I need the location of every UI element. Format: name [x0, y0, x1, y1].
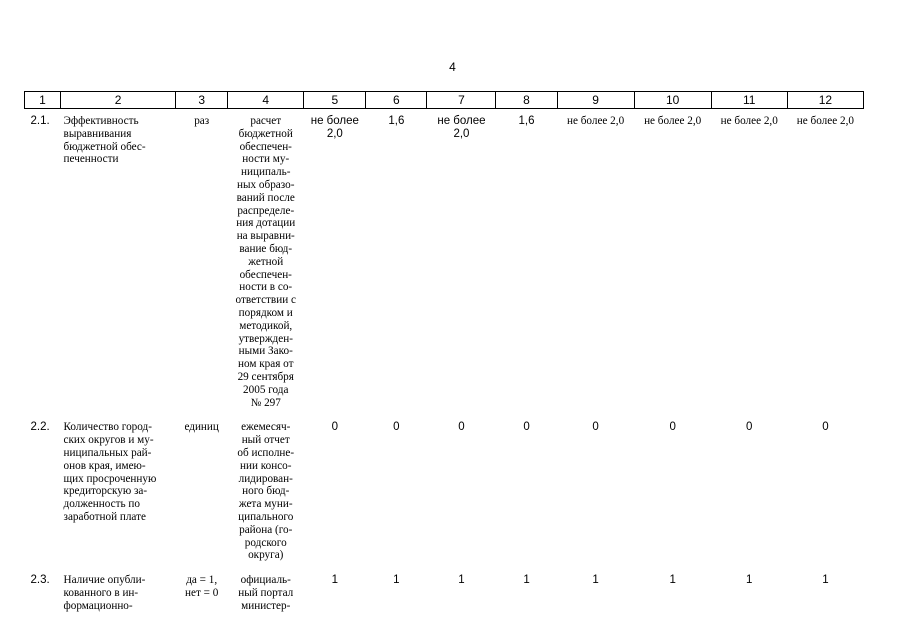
unit-of-measure: единиц — [184, 421, 219, 434]
value-col-5: 1 — [331, 574, 339, 587]
indicator-name: Количество город- ских округов и му- ниципальных рай- онов края, имею- щих просроченную кредиторскую за- долженность по заработной плате — [63, 421, 157, 523]
unit-of-measure: раз — [194, 115, 210, 127]
header-cell: 5 — [304, 92, 366, 109]
value-col-9: не более 2,0 — [566, 115, 625, 127]
value-col-8: 1,6 — [518, 115, 535, 127]
header-cell: 3 — [176, 92, 228, 109]
value-col-6: 1,6 — [388, 115, 405, 127]
indicator-name: Наличие опубли- кованного в ин- формационно- — [63, 574, 146, 612]
value-col-11: 0 — [746, 421, 753, 434]
page-number: 4 — [449, 60, 456, 74]
header-cell: 6 — [366, 92, 427, 109]
value-col-7: не более 2,0 — [437, 115, 486, 140]
indicator-name: Эффективность выравнивания бюджетной обес- печенности — [63, 115, 146, 166]
value-col-9: 0 — [592, 421, 599, 434]
value-col-10: не более 2,0 — [644, 115, 702, 127]
row-number: 2.2. — [30, 421, 50, 434]
row-number: 2.3. — [30, 574, 50, 587]
table-row — [25, 109, 864, 416]
header-cell: 12 — [787, 92, 863, 109]
value-col-7: 1 — [458, 574, 465, 587]
unit-of-measure: да = 1, нет = 0 — [185, 574, 219, 599]
row-number: 2.1. — [30, 115, 50, 127]
value-col-8: 1 — [523, 574, 530, 587]
table-row — [25, 568, 864, 618]
value-col-12: 0 — [822, 421, 829, 434]
header-cell: 2 — [61, 92, 176, 109]
indicators-table — [24, 91, 864, 618]
value-col-8: 0 — [523, 421, 530, 434]
header-cell: 11 — [711, 92, 787, 109]
header-cell: 9 — [557, 92, 634, 109]
header-row — [25, 92, 864, 109]
value-col-11: 1 — [746, 574, 753, 587]
table-row — [25, 415, 864, 568]
header-cell: 10 — [634, 92, 711, 109]
value-col-7: 0 — [458, 421, 465, 434]
value-col-10: 0 — [669, 421, 676, 434]
value-col-5: 0 — [331, 421, 339, 434]
value-col-10: 1 — [669, 574, 676, 587]
header-cell: 8 — [496, 92, 557, 109]
value-col-9: 1 — [592, 574, 599, 587]
header-cell: 4 — [228, 92, 304, 109]
value-col-11: не более 2,0 — [720, 115, 778, 127]
value-col-12: 1 — [822, 574, 829, 587]
value-col-12: не более 2,0 — [796, 115, 854, 127]
value-col-6: 0 — [393, 421, 400, 434]
calculation-method: ежемесяч- ный отчет об исполне- нии консо- лидирован- ного бюд- жета муни- ципального района (го- родского округа) — [237, 421, 295, 562]
value-col-5: не более 2,0 — [310, 115, 359, 140]
header-cell: 1 — [25, 92, 61, 109]
calculation-method: официаль- ный портал министер- — [238, 574, 294, 612]
value-col-6: 1 — [393, 574, 400, 587]
header-cell: 7 — [427, 92, 496, 109]
calculation-method: расчет бюджетной обеспечен- ности му- ниципаль- ных образо- ваний после распределе- ния дотации на выравни- вание бюд- жетной обеспечен- ности в со- ответствии с порядком и методикой, утвержден- ными Зако- ном края от 29 сентября 2005 года № 297 — [235, 115, 296, 409]
